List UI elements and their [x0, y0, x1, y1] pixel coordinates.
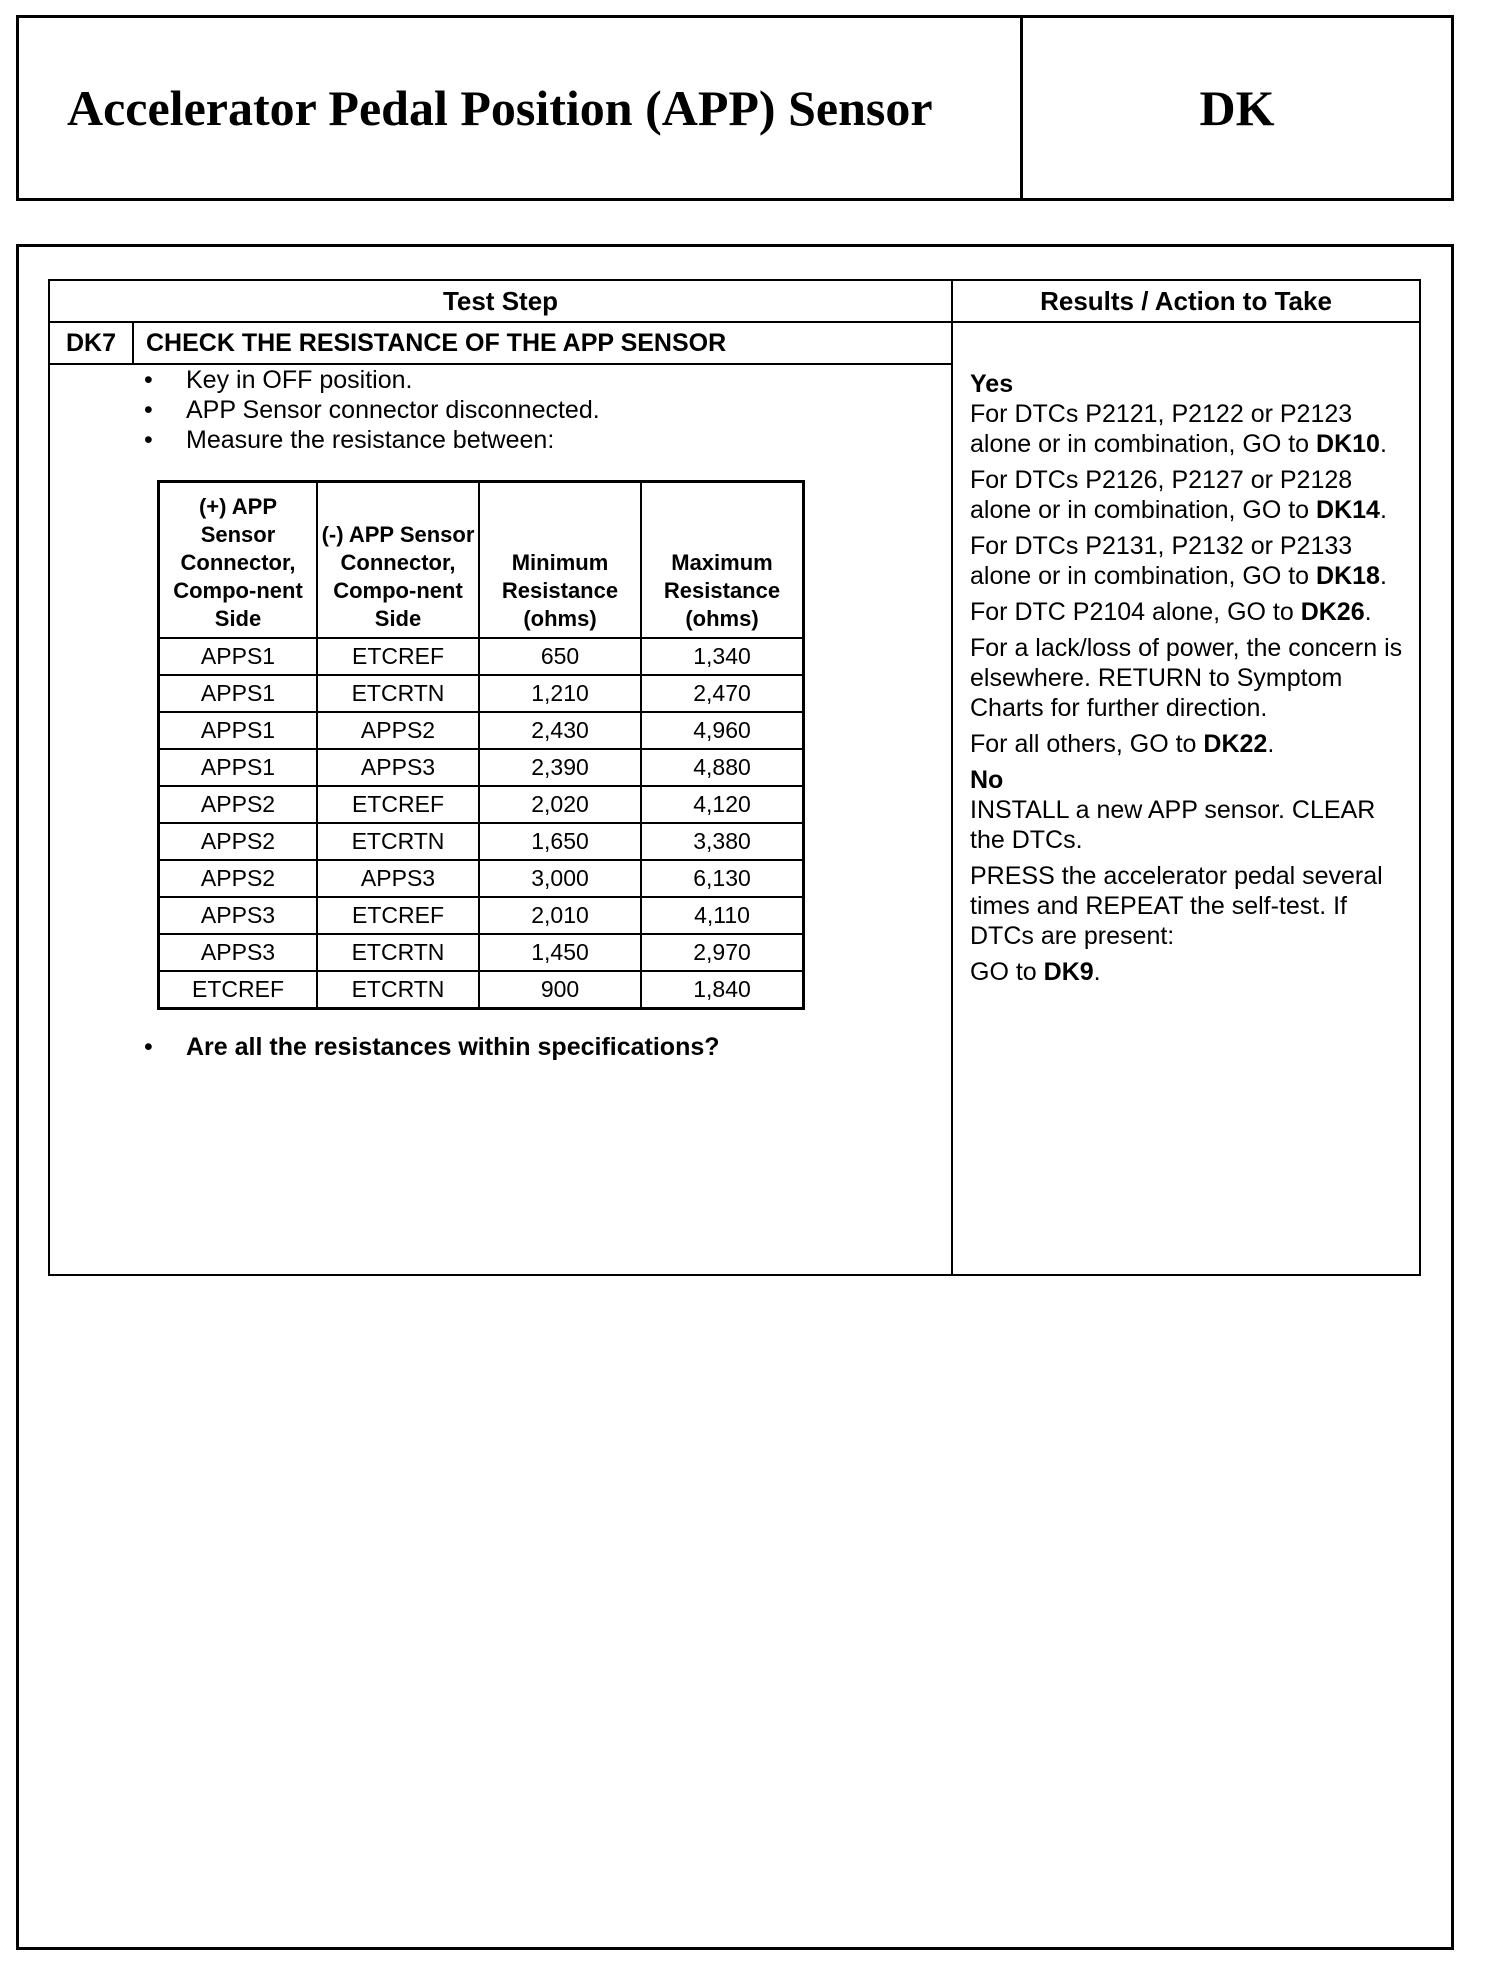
cell: 1,340 — [641, 638, 804, 675]
col-positive-connector: (+) APP Sensor Connector, Compo-nent Side — [159, 482, 318, 639]
cell: APPS1 — [159, 712, 318, 749]
cell: ETCREF — [317, 786, 479, 823]
yes-3-target: DK18 — [1316, 562, 1380, 590]
cell: APPS2 — [159, 823, 318, 860]
column-divider — [951, 281, 953, 1274]
table-row — [159, 860, 804, 897]
instruction-item: • APP Sensor connector disconnected. — [144, 395, 924, 425]
test-step-header: Test Step — [50, 281, 951, 323]
table-row — [159, 897, 804, 934]
yes-4-target: DK26 — [1300, 598, 1365, 626]
no-3-target: DK9 — [1043, 958, 1094, 986]
cell: 6,130 — [641, 860, 804, 897]
yes-3-text: For DTCs P2131, P2132 or P2133 alone or in combination, GO to — [970, 532, 1353, 590]
instruction-item: • Measure the resistance between: — [144, 425, 924, 455]
cell: APPS2 — [317, 712, 479, 749]
yes-6-text: For all others, GO to — [970, 730, 1204, 758]
cell: APPS2 — [159, 860, 318, 897]
cell: 3,380 — [641, 823, 804, 860]
table-row — [159, 638, 804, 675]
cell: 900 — [479, 971, 641, 1009]
cell: 1,840 — [641, 971, 804, 1009]
cell: APPS3 — [317, 749, 479, 786]
results-column: Yes For DTCs P2121, P2122 or P2123 alone or in combination, GO to DK10. For DTCs P2126, P2127 or P2128 alone or in combination, GO to DK14. For DTCs P2131, P2132 or P2133 alone or in combination, GO to DK18. For DTC P2104 alone, GO to DK26. For a lack/loss of power, the concern is elsewhere. RETURN to Symptom Charts for further direction. For all others, GO to DK22. No INSTALL a new APP sensor. CLEAR the DTCs. PRESS the accelerator pedal several times and REPEAT the self-test. If DTCs are present: GO to DK9. — [970, 370, 1403, 986]
cell: 2,970 — [641, 934, 804, 971]
yes-1-text: For DTCs P2121, P2122 or P2123 alone or in combination, GO to — [970, 400, 1353, 458]
yes-label: Yes — [970, 370, 1014, 398]
cell: 650 — [479, 638, 641, 675]
col-min-resistance: Minimum Resistance (ohms) — [479, 482, 641, 639]
step-title-row — [50, 323, 951, 365]
instruction-item: • Key in OFF position. — [144, 365, 924, 395]
yes-5-text: For a lack/loss of power, the concern is elsewhere. RETURN to Symptom Charts for further direction. — [970, 634, 1403, 722]
cell: 1,650 — [479, 823, 641, 860]
cell: 4,120 — [641, 786, 804, 823]
table-row — [159, 786, 804, 823]
cell: APPS1 — [159, 638, 318, 675]
section-code: DK — [1199, 80, 1275, 136]
no-3-text: GO to — [970, 958, 1044, 986]
cell: ETCRTN — [317, 823, 479, 860]
table-row — [159, 712, 804, 749]
yes-2-text: For DTCs P2126, P2127 or P2128 alone or in combination, GO to — [970, 466, 1353, 524]
yes-6-target: DK22 — [1203, 730, 1268, 758]
cell: 1,210 — [479, 675, 641, 712]
cell: ETCRTN — [317, 934, 479, 971]
step-question: • Are all the resistances within specifications? — [144, 1033, 720, 1062]
cell: 2,470 — [641, 675, 804, 712]
col-negative-connector: (-) APP Sensor Connector, Compo-nent Side — [317, 482, 479, 639]
cell: ETCREF — [159, 971, 318, 1009]
no-2-text: PRESS the accelerator pedal several times and REPEAT the self-test. If DTCs are present: — [970, 862, 1383, 950]
cell: 3,000 — [479, 860, 641, 897]
cell: 2,020 — [479, 786, 641, 823]
cell: 4,960 — [641, 712, 804, 749]
table-row — [159, 934, 804, 971]
cell: 1,450 — [479, 934, 641, 971]
table-row — [159, 971, 804, 1009]
cell: APPS3 — [317, 860, 479, 897]
cell: ETCREF — [317, 638, 479, 675]
step-title: CHECK THE RESISTANCE OF THE APP SENSOR — [146, 328, 727, 357]
cell: 4,110 — [641, 897, 804, 934]
table-row — [159, 823, 804, 860]
page-header — [16, 15, 1454, 201]
cell: APPS3 — [159, 934, 318, 971]
no-label: No — [970, 766, 1004, 794]
cell: APPS1 — [159, 749, 318, 786]
table-header-row — [159, 482, 804, 639]
resistance-table — [157, 480, 805, 1010]
table-row — [159, 749, 804, 786]
cell: 2,430 — [479, 712, 641, 749]
cell: 4,880 — [641, 749, 804, 786]
cell: ETCREF — [317, 897, 479, 934]
test-step-table — [48, 279, 1421, 1276]
col-max-resistance: Maximum Resistance (ohms) — [641, 482, 804, 639]
cell: 2,010 — [479, 897, 641, 934]
cell: ETCRTN — [317, 971, 479, 1009]
yes-2-target: DK14 — [1316, 496, 1380, 524]
step-id: DK7 — [50, 323, 134, 363]
cell: 2,390 — [479, 749, 641, 786]
step-instructions — [144, 365, 924, 455]
results-header: Results / Action to Take — [953, 281, 1419, 323]
cell: APPS3 — [159, 897, 318, 934]
yes-1-target: DK10 — [1316, 430, 1380, 458]
table-row — [159, 675, 804, 712]
cell: APPS2 — [159, 786, 318, 823]
cell: APPS1 — [159, 675, 318, 712]
page-title: Accelerator Pedal Position (APP) Sensor — [19, 18, 1023, 198]
no-1-text: INSTALL a new APP sensor. CLEAR the DTCs. — [970, 796, 1376, 854]
cell: ETCRTN — [317, 675, 479, 712]
yes-4-text: For DTC P2104 alone, GO to — [970, 598, 1301, 626]
